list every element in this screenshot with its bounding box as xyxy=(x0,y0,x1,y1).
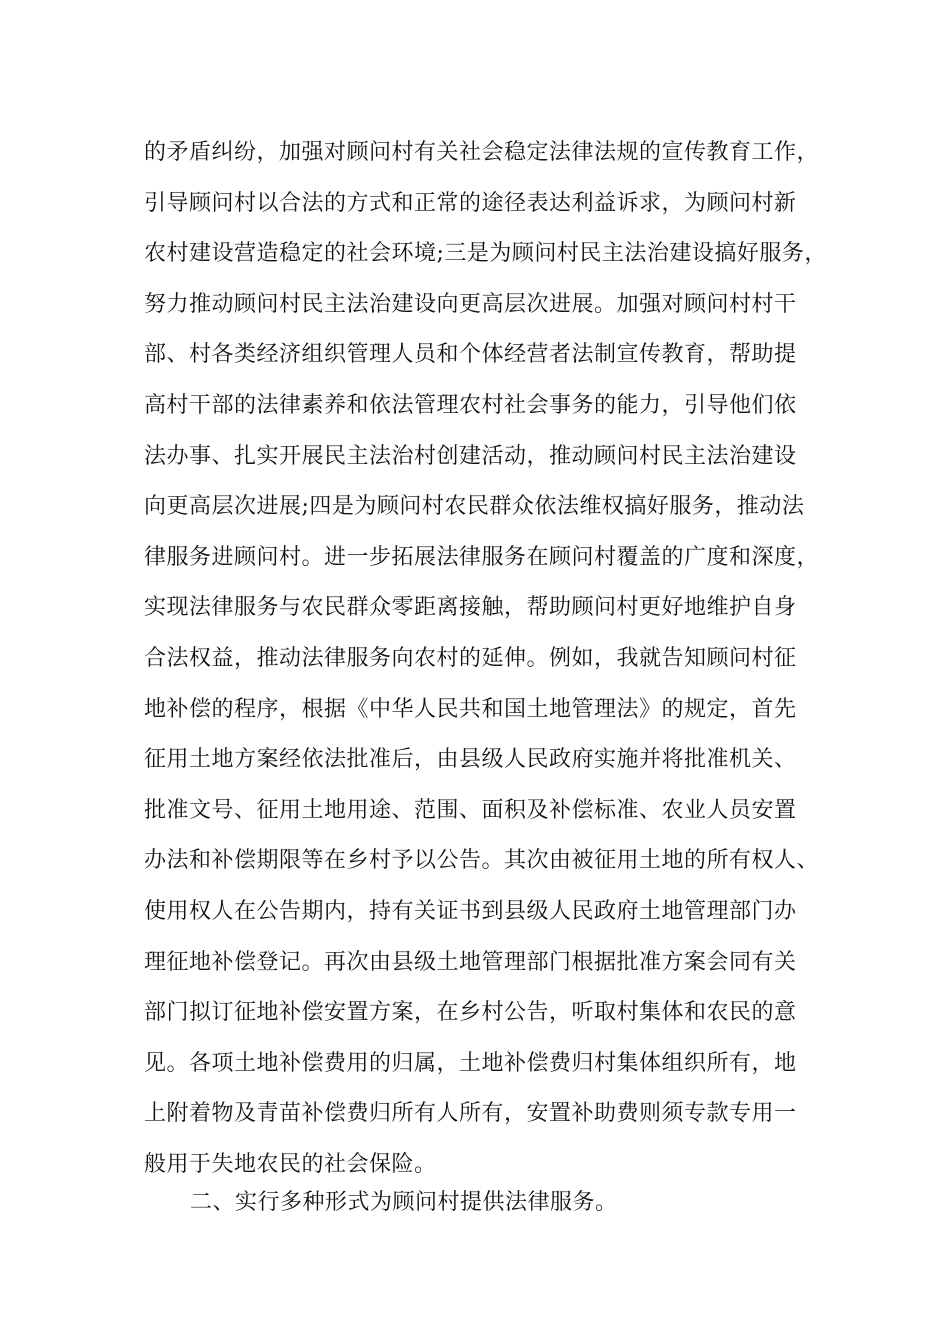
paragraph-line: 办法和补偿期限等在乡村予以公告。其次由被征用土地的所有权人、 xyxy=(144,848,820,874)
paragraph-line: 引导顾问村以合法的方式和正常的途径表达利益诉求，为顾问村新 xyxy=(144,190,797,216)
paragraph-line: 高村干部的法律素养和依法管理农村社会事务的能力，引导他们依 xyxy=(144,392,797,418)
paragraph-line: 农村建设营造稳定的社会环境;三是为顾问村民主法治建设搞好服务， xyxy=(144,241,827,267)
paragraph-line: 般用于失地农民的社会保险。 xyxy=(144,1151,437,1177)
paragraph-line: 批准文号、征用土地用途、范围、面积及补偿标准、农业人员安置 xyxy=(144,797,797,823)
paragraph-line: 实现法律服务与农民群众零距离接触，帮助顾问村更好地维护自身 xyxy=(144,595,797,621)
paragraph-line: 努力推动顾问村民主法治建设向更高层次进展。加强对顾问村村干 xyxy=(144,291,797,317)
body-paragraph xyxy=(144,128,834,1190)
section-heading: 二、实行多种形式为顾问村提供法律服务。 xyxy=(190,1190,618,1215)
paragraph-line: 见。各项土地补偿费用的归属，土地补偿费归村集体组织所有，地 xyxy=(144,1050,797,1076)
paragraph-line: 理征地补偿登记。再次由县级土地管理部门根据批准方案会同有关 xyxy=(144,949,797,975)
paragraph-line: 使用权人在公告期内，持有关证书到县级人民政府土地管理部门办 xyxy=(144,898,797,924)
paragraph-line: 部、村各类经济组织管理人员和个体经营者法制宣传教育，帮助提 xyxy=(144,342,797,368)
paragraph-line: 征用土地方案经依法批准后，由县级人民政府实施并将批准机关、 xyxy=(144,747,797,773)
paragraph-line: 律服务进顾问村。进一步拓展法律服务在顾问村覆盖的广度和深度， xyxy=(144,544,820,570)
paragraph-line: 部门拟订征地补偿安置方案，在乡村公告，听取村集体和农民的意 xyxy=(144,1000,797,1026)
paragraph-line: 合法权益，推动法律服务向农村的延伸。例如，我就告知顾问村征 xyxy=(144,645,797,671)
paragraph-line: 的矛盾纠纷，加强对顾问村有关社会稳定法律法规的宣传教育工作， xyxy=(144,140,820,165)
paragraph-line: 地补偿的程序，根据《中华人民共和国土地管理法》的规定，首先 xyxy=(144,696,797,722)
paragraph-line: 法办事、扎实开展民主法治村创建活动，推动顾问村民主法治建设 xyxy=(144,443,797,469)
paragraph-line: 向更高层次进展;四是为顾问村农民群众依法维权搞好服务，推动法 xyxy=(144,494,805,520)
paragraph-line: 上附着物及青苗补偿费归所有人所有，安置补助费则须专款专用一 xyxy=(144,1101,797,1127)
